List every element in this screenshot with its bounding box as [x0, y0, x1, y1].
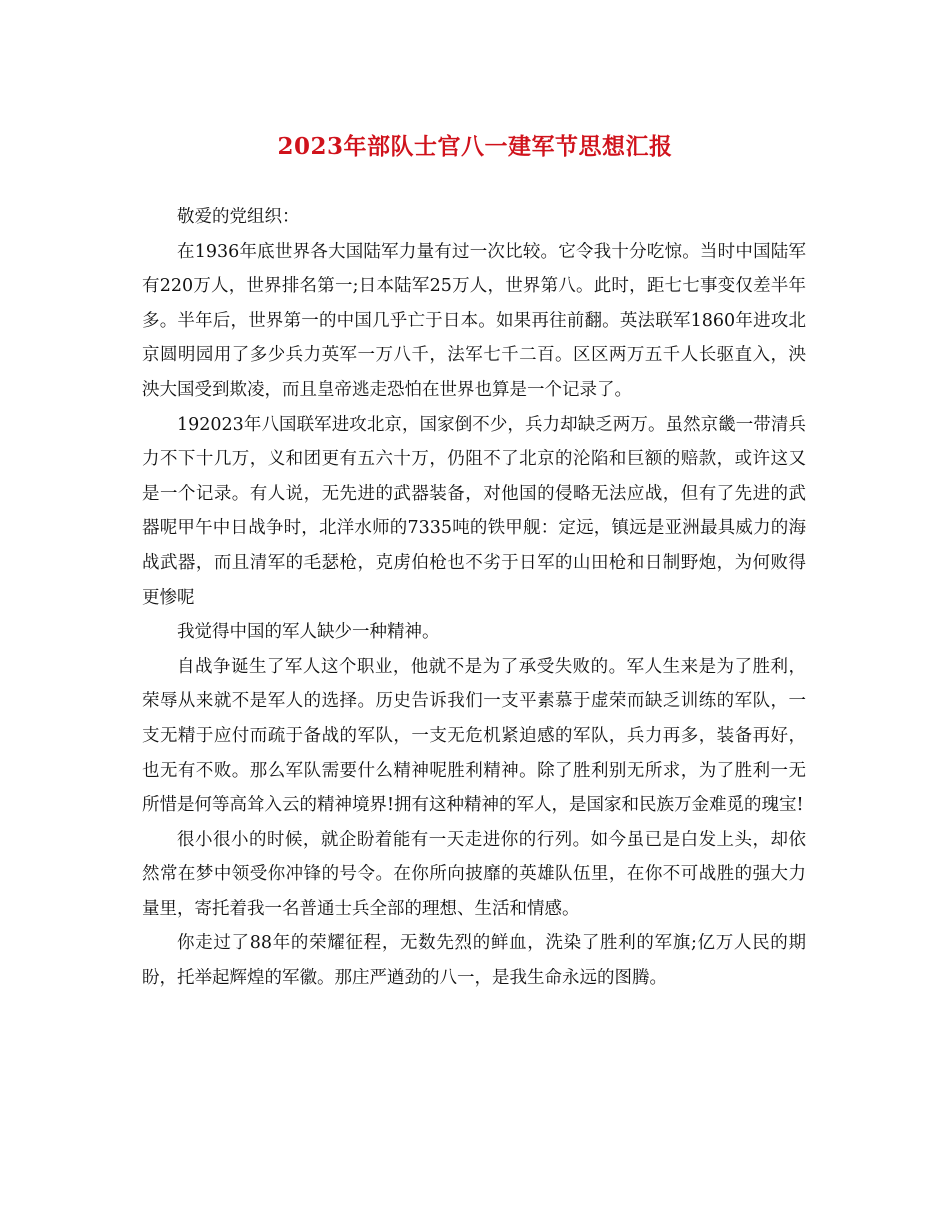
- paragraph-salutation: 敬爱的党组织：: [177, 207, 300, 227]
- paragraph: 你走过了88年的荣耀征程，无数先烈的鲜血，洗染了胜利的军旗;亿万人民的期盼，托举起辉煌的军徽。那庄严遒劲的八一，是我生命永远的图腾。: [142, 933, 806, 989]
- paragraph: 我觉得中国的军人缺少一种精神。: [177, 622, 440, 643]
- paragraph: 在1936年底世界各大国陆军力量有过一次比较。它令我十分吃惊。当时中国陆军有220万人，世界排名第一;日本陆军25万人，世界第八。此时，距七七事变仅差半年多。半年后，世界第一的中国几乎亡于日本。如果再往前翻。英法联军1860年进攻北京圆明园用了多少兵力英军一万八千，法军七千二百。区区两万五千人长驱直入，泱泱大国受到欺凌，而且皇帝逃走恐怕在世界也算是一个记录了。: [142, 241, 806, 400]
- paragraph: 很小很小的时候，就企盼着能有一天走进你的行列。如今虽已是白发上头，却依然常在梦中领受你冲锋的号令。在你所向披靡的英雄队伍里，在你不可战胜的强大力量里，寄托着我一名普通士兵全部的理想、生活和情感。: [142, 829, 806, 919]
- document-title: 2023年部队士官八一建军节思想汇报: [277, 133, 673, 160]
- paragraph: 192023年八国联军进攻北京，国家倒不少，兵力却缺乏两万。虽然京畿一带清兵力不下十几万，义和团更有五六十万，仍阻不了北京的沦陷和巨额的赔款，或许这又是一个记录。有人说，无先进的武器装备，对他国的侵略无法应战，但有了先进的武器呢甲午中日战争时，北洋水师的7335吨的铁甲舰：定远，镇远是亚洲最具威力的海战武器，而且清军的毛瑟枪，克虏伯枪也不劣于日军的山田枪和日制野炮，为何败得更惨呢: [142, 414, 806, 608]
- paragraph: 自战争诞生了军人这个职业，他就不是为了承受失败的。军人生来是为了胜利，荣辱从来就不是军人的选择。历史告诉我们一支平素慕于虚荣而缺乏训练的军队，一支无精于应付而疏于备战的军队，一支无危机紧迫感的军队，兵力再多，装备再好，也无有不败。那么军队需要什么精神呢胜利精神。除了胜利别无所求，为了胜利一无所惜是何等高耸入云的精神境界!拥有这种精神的军人，是国家和民族万金难觅的瑰宝!: [142, 656, 806, 816]
- document-body: [142, 200, 806, 996]
